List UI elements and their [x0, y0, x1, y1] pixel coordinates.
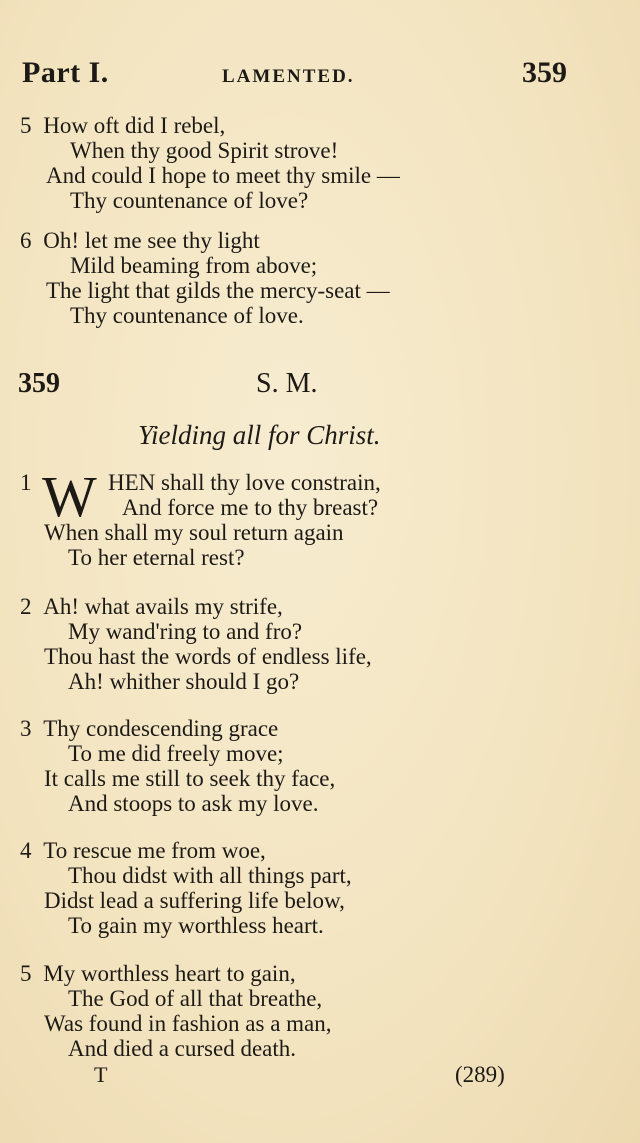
stanza-line: Didst lead a suffering life below, — [44, 888, 345, 913]
stanza-line: It calls me still to seek thy face, — [44, 766, 336, 791]
stanza-line: And died a cursed death. — [68, 1036, 297, 1061]
hymn-number: 359 — [18, 368, 60, 399]
stanza-number: 6 — [20, 228, 32, 253]
stanza-line: 3 Thy condescending grace — [20, 716, 279, 741]
stanza-line: Thou didst with all things part, — [68, 863, 352, 888]
stanza-line: HEN shall thy love constrain, — [108, 470, 381, 495]
drop-cap: W — [42, 464, 97, 529]
stanza-line: Thou hast the words of endless life, — [44, 644, 372, 669]
stanza-number: 2 — [20, 594, 32, 619]
signature-mark: T — [94, 1062, 108, 1087]
stanza-line: 4 To rescue me from woe, — [20, 838, 266, 863]
stanza-line: To gain my worthless heart. — [68, 913, 324, 938]
stanza-line: 2 Ah! what avails my strife, — [20, 594, 283, 619]
stanza-line: The God of all that breathe, — [68, 986, 323, 1011]
stanza-line: The light that gilds the mercy-seat — — [46, 278, 390, 303]
stanza-line: Thy countenance of love. — [70, 303, 304, 328]
stanza-number: 3 — [20, 716, 32, 741]
section-label: Part I. — [22, 56, 109, 89]
stanza-line: My wand'ring to and fro? — [68, 619, 303, 644]
stanza-number: 5 — [20, 961, 32, 986]
running-title: LAMENTED. — [222, 66, 355, 87]
hymn-title: Yielding all for Christ. — [138, 420, 381, 450]
footer-page-number: (289) — [455, 1062, 505, 1087]
stanza-line: And force me to thy breast? — [122, 495, 379, 520]
page-header — [22, 56, 567, 96]
stanza-line: To me did freely move; — [68, 741, 284, 766]
stanza-line: And could I hope to meet thy smile — — [46, 163, 400, 188]
stanza-number: 5 — [20, 113, 32, 138]
stanza-line: 6 Oh! let me see thy light — [20, 228, 260, 253]
stanza-line: Mild beaming from above; — [70, 253, 318, 278]
stanza-line: 5 How oft did I rebel, — [20, 113, 226, 138]
stanza-line: Was found in fashion as a man, — [44, 1011, 332, 1036]
stanza-line: To her eternal rest? — [68, 545, 245, 570]
stanza-line: Thy countenance of love? — [70, 188, 309, 213]
stanza-line: When thy good Spirit strove! — [70, 138, 339, 163]
stanza-line: Ah! whither should I go? — [68, 669, 300, 694]
stanza-line: When shall my soul return again — [44, 520, 344, 545]
page-hymn-number: 359 — [522, 56, 567, 89]
hymn-meter: S. M. — [256, 368, 318, 399]
stanza-number: 4 — [20, 838, 32, 863]
stanza-number: 1 — [20, 470, 32, 495]
stanza-line: And stoops to ask my love. — [68, 791, 319, 816]
stanza-line: 5 My worthless heart to gain, — [20, 961, 296, 986]
